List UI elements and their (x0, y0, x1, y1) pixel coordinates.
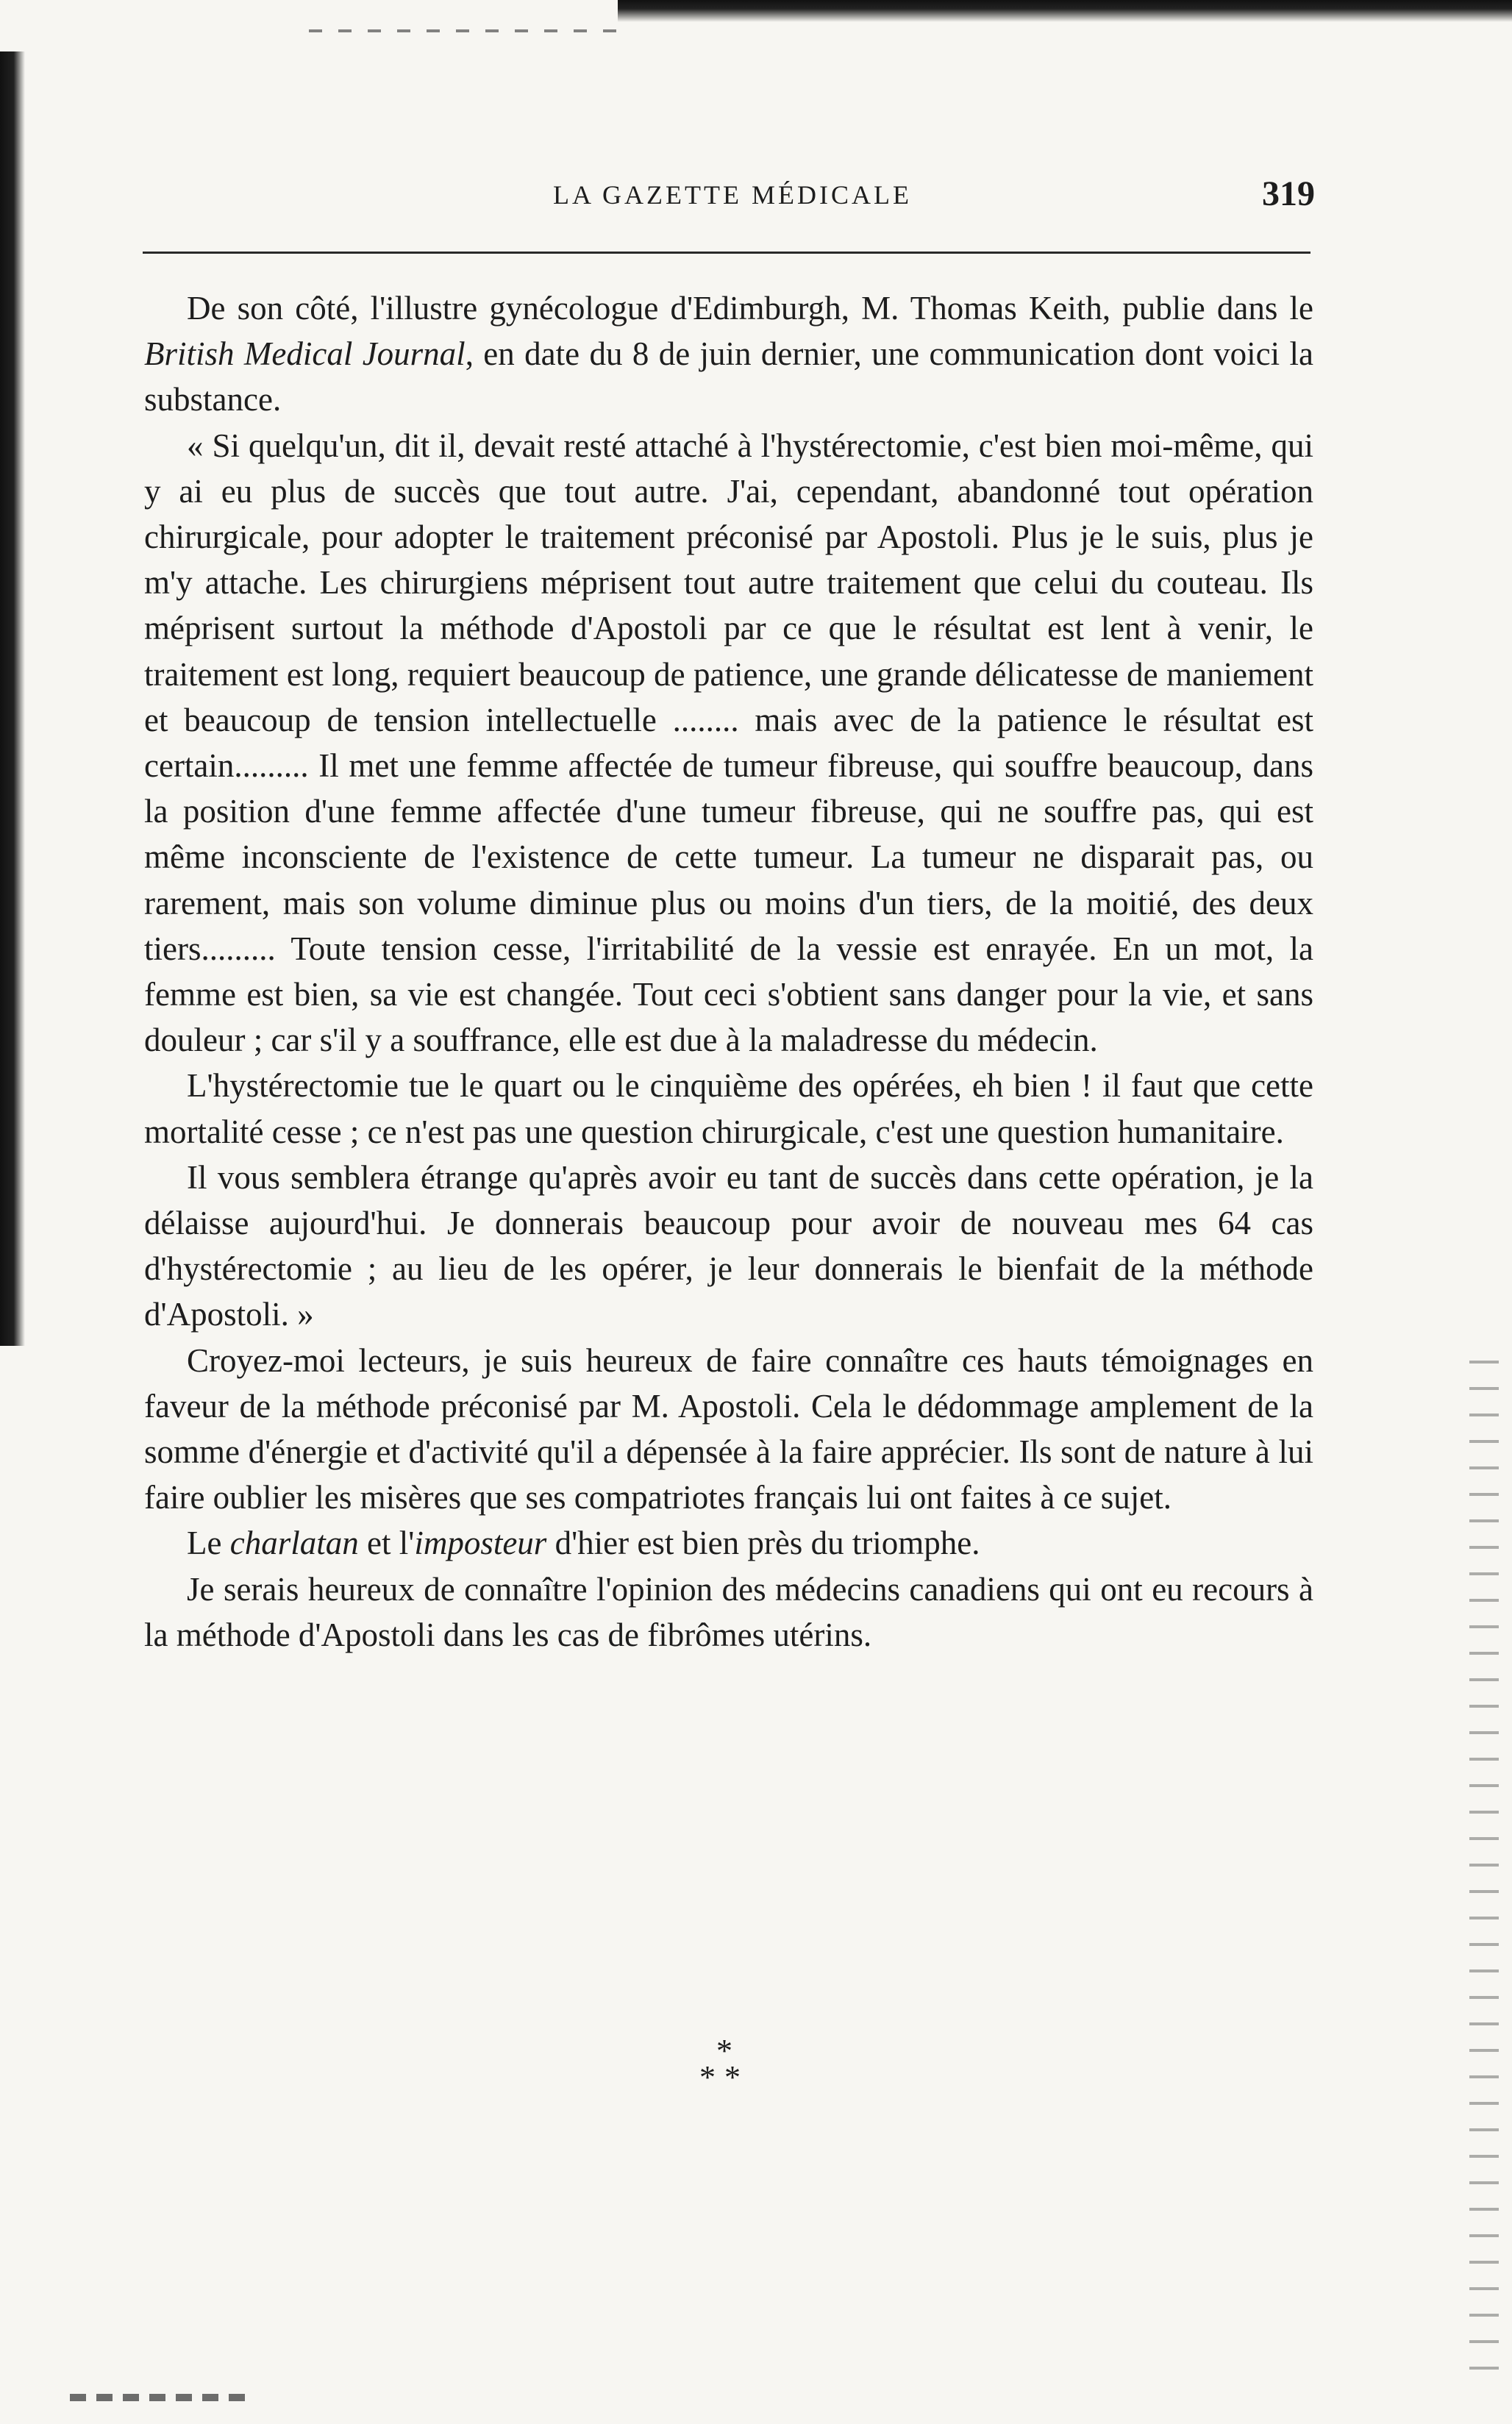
paragraph-6 (144, 1520, 1313, 1566)
paragraph-4: Il vous semblera étrange qu'après avoir eu tant de succès dans cette opération, je la délaisse aujourd'hui. Je donnerais beaucoup pour avoir de nouveau mes 64 cas d'hystérectomie ; au lieu de les opérer, je leur donnerais le bienfait de la méthode d'Apostoli. » (144, 1158, 1313, 1333)
running-title: LA GAZETTE MÉDICALE (553, 180, 912, 210)
header-rule (143, 252, 1310, 254)
scan-bottom-specks (70, 2394, 254, 2401)
paragraph-1-text-b: , en date du 8 de juin dernier, une communication dont voici la substance. (144, 335, 1313, 418)
scan-right-edge-specks (1469, 1361, 1499, 2375)
paragraph-7: Je serais heureux de connaître l'opinion des médecins canadiens qui ont eu recours à la méthode d'Apostoli dans les cas de fibrômes utérins. (144, 1570, 1313, 1653)
paragraph-6-text-b: et l' (358, 1525, 415, 1562)
scan-top-specks (309, 29, 618, 32)
asterism-top-star: * (716, 2033, 732, 2069)
journal-title: British Medical Journal (144, 335, 466, 373)
scan-binding-shadow (0, 51, 25, 1346)
paragraph-6-text-a: Le (187, 1525, 230, 1562)
paragraph-1-text-a: De son côté, l'illustre gynécologue d'Edimburgh, M. Thomas Keith, publie dans le (187, 290, 1313, 327)
article-body (144, 285, 1313, 1658)
word-imposteur: imposteur (414, 1525, 547, 1562)
page-number: 319 (1262, 174, 1315, 213)
paragraph-1 (144, 285, 1313, 423)
paragraph-6-text-c: d'hier est bien près du triomphe. (546, 1525, 980, 1562)
asterism-ornament (673, 2033, 776, 2107)
asterism-bottom-stars: ** (699, 2059, 749, 2095)
word-charlatan: charlatan (229, 1525, 359, 1562)
scan-top-edge-shadow (618, 0, 1512, 22)
paragraph-3: L'hystérectomie tue le quart ou le cinquième des opérées, eh bien ! il faut que cette mortalité cesse ; ce n'est pas une question chirurgicale, c'est une question humanitaire. (144, 1067, 1313, 1150)
paragraph-5: Croyez-moi lecteurs, je suis heureux de faire connaître ces hauts témoignages en faveur de la méthode préconisé par M. Apostoli. Cela le dédommage amplement de la somme d'énergie et d'activité qu'il a dépensée à la faire apprécier. Ils sont de nature à lui faire oublier les misères que ses compatriotes français lui ont faites à ce sujet. (144, 1341, 1313, 1516)
running-head (149, 174, 1316, 225)
paragraph-2-quote: « Si quelqu'un, dit il, devait resté attaché à l'hystérectomie, c'est bien moi-même, qui y ai eu plus de succès que tout autre. J'ai, cependant, abandonné tout opération chirurgicale, pour adopter le traitement préconisé par Apostoli. Plus je le suis, plus je m'y attache. Les chirurgiens méprisent tout autre traitement que celui du couteau. Ils méprisent surtout la méthode d'Apostoli par ce que le résultat est lent à venir, le traitement est long, requiert beaucoup de patience, une grande délicatesse de maniement et beaucoup de tension intellectuelle ........ mais avec de la patience le résultat est certain......... Il met une femme affectée de tumeur fibreuse, qui souffre beaucoup, dans la position d'une femme affectée d'une tumeur fibreuse, qui ne souffre pas, qui est même inconsciente de l'existence de cette tumeur. La tumeur ne disparait pas, ou rarement, mais son volume diminue plus ou moins d'un tiers, de la moitié, des deux tiers......... Toute tension cesse, l'irritabilité de la vessie est enrayée. En un mot, la femme est bien, sa vie est changée. Tout ceci s'obtient sans danger pour la vie, et sans douleur ; car s'il y a souffrance, elle est due à la maladresse du médecin. (144, 427, 1313, 1059)
